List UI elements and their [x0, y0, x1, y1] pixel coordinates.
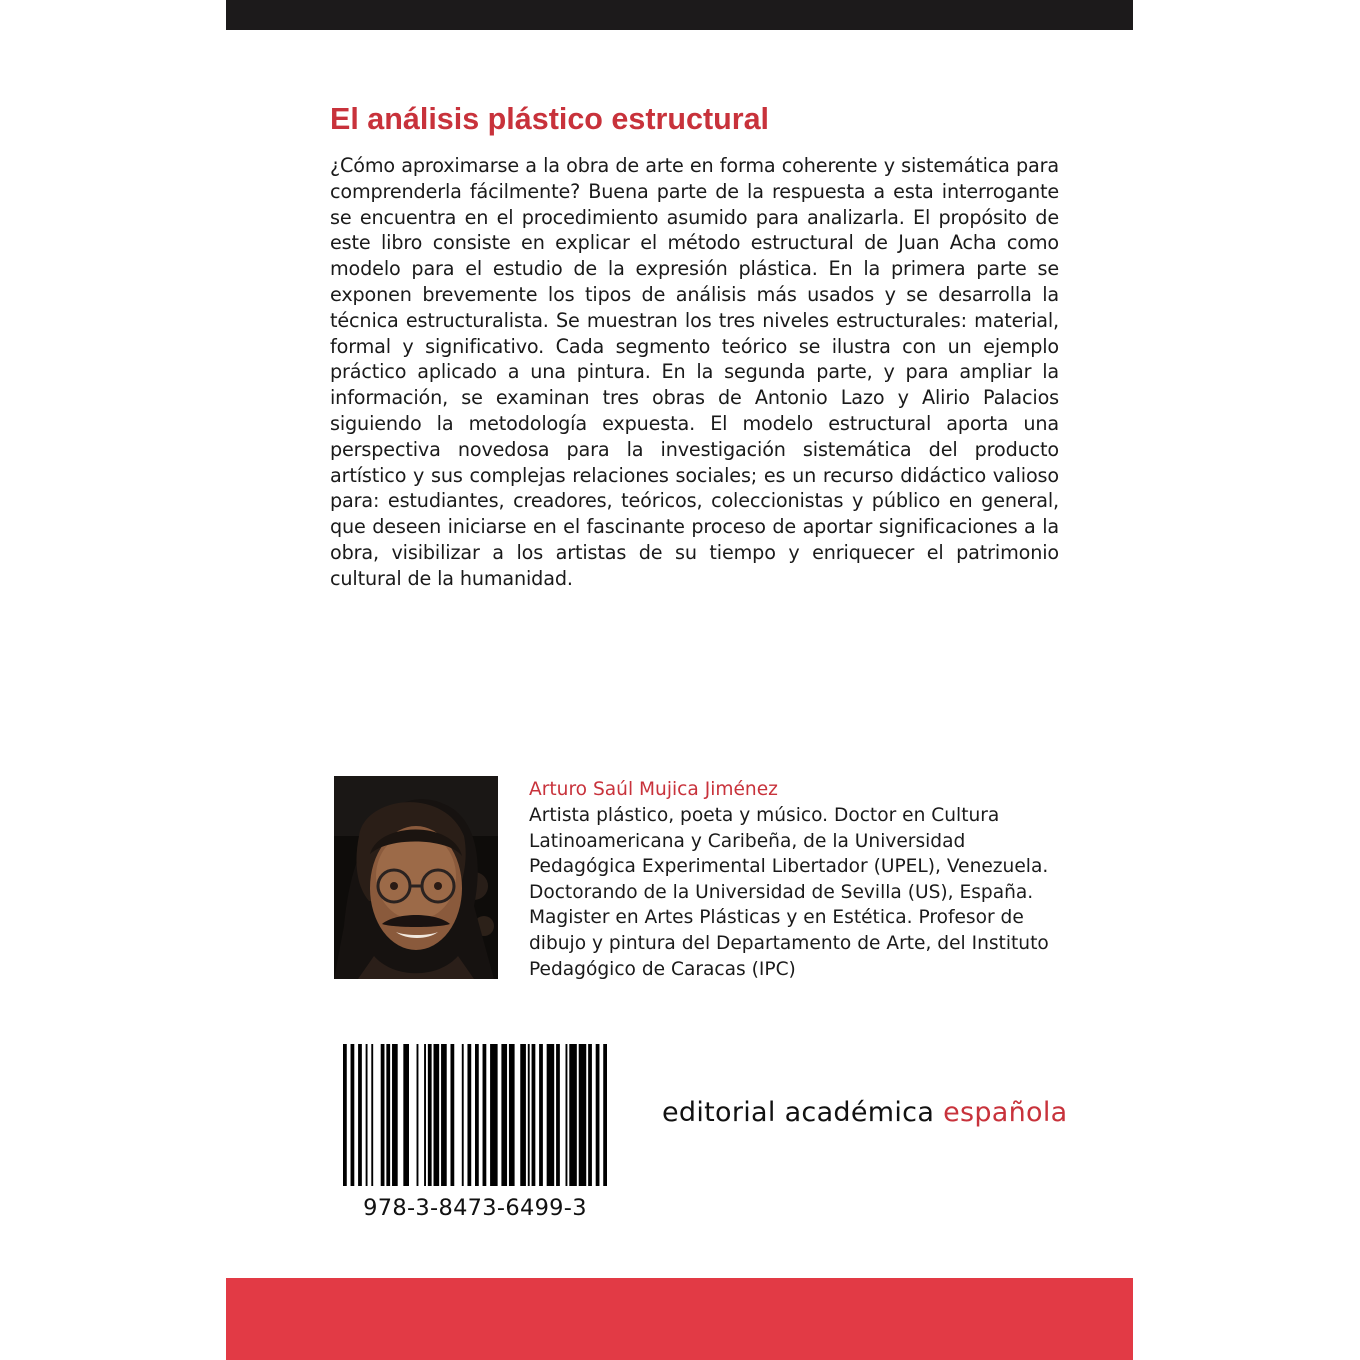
barcode-bar [434, 1044, 440, 1186]
publisher-name-accent: española [943, 1097, 1068, 1128]
bottom-band [226, 1278, 1133, 1360]
barcode-bar [520, 1044, 526, 1186]
barcode-bar [467, 1044, 471, 1186]
book-back-cover [226, 0, 1133, 1360]
barcode-bar [343, 1044, 347, 1186]
barcode-bar [603, 1044, 607, 1186]
barcode-bar [566, 1044, 568, 1186]
barcode-bar [539, 1044, 543, 1186]
publisher-name-main: editorial académica [662, 1097, 935, 1128]
author-name: Arturo Saúl Mujica Jiménez [529, 779, 778, 800]
barcode-bar [579, 1044, 587, 1186]
barcode-bar [351, 1044, 355, 1186]
barcode-bar [441, 1044, 447, 1186]
barcode-bar [501, 1044, 507, 1186]
barcode-bar [366, 1044, 368, 1186]
barcode-bar [424, 1044, 426, 1186]
barcode-bar [475, 1044, 479, 1186]
barcode-bar [417, 1044, 419, 1186]
barcode-bar [462, 1044, 464, 1186]
barcode-bar [358, 1044, 362, 1186]
publisher-logo [662, 1094, 1068, 1132]
barcode-bar [547, 1044, 555, 1186]
barcode-bar [403, 1044, 409, 1186]
book-title: El análisis plástico estructural [330, 102, 770, 136]
barcode-bar [588, 1044, 592, 1186]
barcode-bar [569, 1044, 577, 1186]
barcode-bar [528, 1044, 530, 1186]
barcode-bar [483, 1044, 487, 1186]
barcode-bar [556, 1044, 560, 1186]
barcode-bar [509, 1044, 515, 1186]
author-bio: Artista plástico, poeta y músico. Doctor en Cultura Latinoamericana y Caribeña, de la Universidad Pedagógica Experimental Libertador (UPEL), Venezuela. Doctorando de la Universidad de Sevilla (US), España. Magister en Artes Plásticas y en Estética. Profesor de dibujo y pintura del Departamento de Arte, del Instituto Pedagógico de Caracas (IPC) [529, 805, 1049, 980]
isbn-barcode [343, 1044, 607, 1186]
top-band [226, 0, 1133, 30]
barcode-bar [532, 1044, 536, 1186]
barcode-bar [428, 1044, 432, 1186]
barcode-bar [371, 1044, 373, 1186]
barcode-bar [490, 1044, 498, 1186]
barcode-bar [386, 1044, 390, 1186]
book-description: ¿Cómo aproximarse a la obra de arte en forma coherente y sistemática para comprenderla fácilmente? Buena parte de la respuesta a esta interrogante se encuentra en el procedimiento asumido para analizarla. El propósito de este libro consiste en explicar el método estructural de Juan Acha como modelo para el estudio de la expresión plástica. En la primera parte se exponen brevemente los tipos de análisis más usados y se desarrolla la técnica estructuralista. Se muestran los tres niveles estructurales: material, formal y significativo. Cada segmento teórico se ilustra con un ejemplo práctico aplicado a una pintura. En la segunda parte, y para ampliar la información, se examinan tres obras de Antonio Lazo y Alirio Palacios siguiendo la metodología expuesta. El modelo estructural aporta una perspectiva novedosa para la investigación sistemática del producto artístico y sus complejas relaciones sociales; es un recurso didáctico valioso para: estudiantes, creadores, teóricos, coleccionistas y público en general, que deseen iniciarse en el fascinante proceso de aportar significaciones a la obra, visibilizar a los artistas de su tiempo y enriquecer el patrimonio cultural de la humanidad. [330, 154, 1059, 590]
isbn-number: 978-3-8473-6499-3 [363, 1195, 587, 1221]
author-photo [334, 776, 498, 979]
barcode-bar [596, 1044, 600, 1186]
barcode-bar [450, 1044, 454, 1186]
barcode-bar [392, 1044, 398, 1186]
barcode-bar [381, 1044, 385, 1186]
